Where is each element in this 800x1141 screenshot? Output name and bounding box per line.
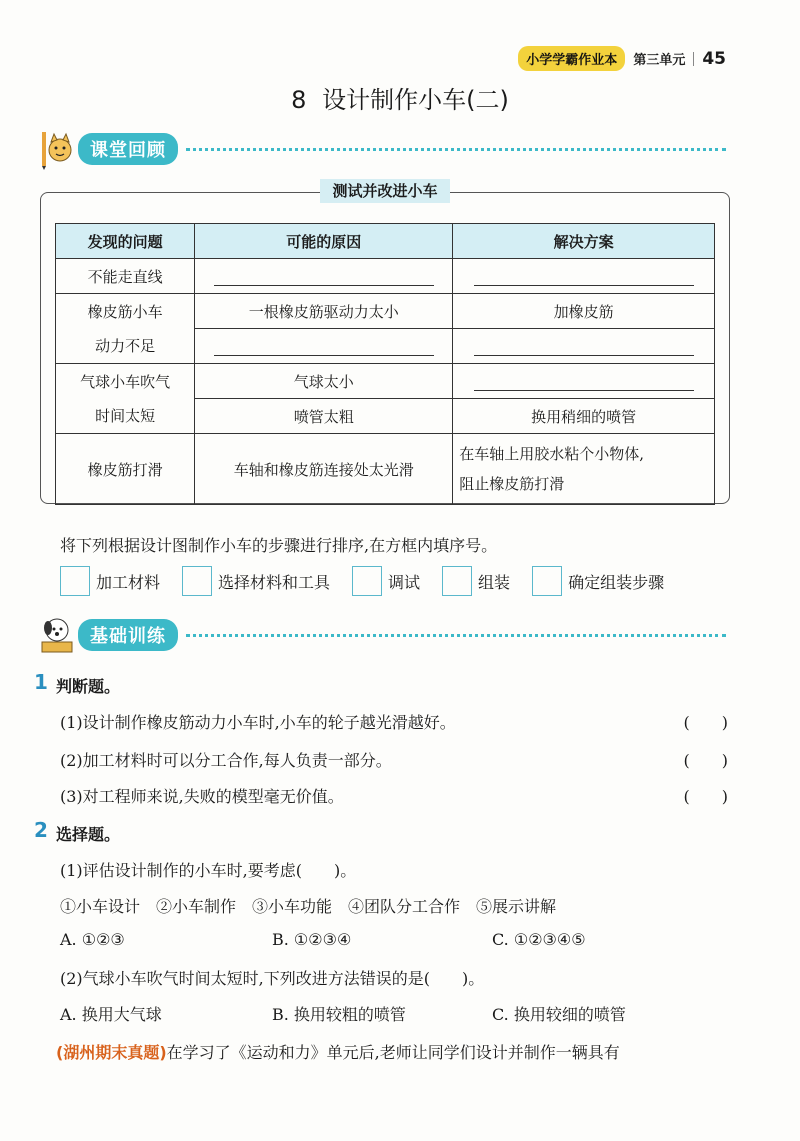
step-label: 选择材料和工具 [218, 572, 331, 592]
table-row [56, 259, 715, 294]
question-heading: 选择题。 [56, 825, 121, 844]
choice-stem: (2)气球小车吹气时间太短时,下列改进方法错误的是( )。 [60, 969, 485, 988]
judge-item: (3)对工程师来说,失败的模型毫无价值。 [60, 787, 344, 806]
table-header: 可能的原因 [195, 224, 453, 259]
table-row [56, 434, 715, 505]
dog-reading-icon [40, 614, 74, 656]
header-divider [693, 52, 694, 66]
step-answer-box[interactable] [532, 566, 562, 596]
choice-options-list: ①小车设计 ②小车制作 ③小车功能 ④团队分工合作 ⑤展示讲解 [60, 897, 557, 916]
unit-label: 第三单元 [633, 53, 686, 68]
step-label: 确定组装步骤 [568, 572, 665, 592]
table-cell: 在车轴上用胶水粘个小物体, 阻止橡皮筋打滑 [453, 434, 715, 505]
step-label: 调试 [388, 572, 421, 592]
table-cell: 橡皮筋打滑 [56, 434, 195, 505]
step-answer-box[interactable] [60, 566, 90, 596]
table-cell: 换用稍细的喷管 [453, 399, 715, 434]
table-cell: 喷管太粗 [195, 399, 453, 434]
dotted-rule [186, 148, 726, 151]
choice-option[interactable]: B. 换用较粗的喷管 [272, 1005, 406, 1024]
review-box [40, 182, 730, 504]
step-order-row [60, 566, 686, 596]
answer-blank[interactable] [453, 259, 715, 294]
cat-pencil-icon [40, 128, 74, 170]
review-table [55, 223, 715, 505]
answer-paren[interactable]: ( ) [683, 713, 728, 732]
section-basic-training [40, 614, 726, 656]
page-number: 45 [702, 48, 726, 69]
question-3-line [56, 1040, 620, 1063]
section-label: 课堂回顾 [78, 133, 178, 165]
question-text: 在学习了《运动和力》单元后,老师让同学们设计并制作一辆具有 [166, 1043, 620, 1062]
step-answer-box[interactable] [352, 566, 382, 596]
lesson-title: 设计制作小车(二) [322, 86, 509, 114]
question-number: 1 [34, 670, 48, 694]
judge-item: (2)加工材料时可以分工合作,每人负责一部分。 [60, 751, 392, 770]
table-cell: 一根橡皮筋驱动力太小 [195, 294, 453, 329]
answer-blank[interactable] [195, 329, 453, 364]
page-title [0, 80, 800, 115]
lesson-number: 8 [291, 86, 307, 114]
choice-option[interactable]: C. 换用较细的喷管 [492, 1005, 626, 1024]
table-cell: 加橡皮筋 [453, 294, 715, 329]
choice-stem: (1)评估设计制作的小车时,要考虑( )。 [60, 861, 357, 880]
answer-paren[interactable]: ( ) [683, 751, 728, 770]
review-caption: 测试并改进小车 [41, 180, 729, 201]
answer-paren[interactable]: ( ) [683, 787, 728, 806]
table-cell: 气球太小 [195, 364, 453, 399]
book-badge: 小学学霸作业本 [518, 46, 625, 71]
answer-blank[interactable] [195, 259, 453, 294]
table-cell: 气球小车吹气 时间太短 [56, 364, 195, 434]
judge-item: (1)设计制作橡皮筋动力小车时,小车的轮子越光滑越好。 [60, 713, 456, 732]
question-heading: 判断题。 [56, 677, 121, 696]
source-tag: (湖州期末真题) [56, 1043, 167, 1062]
choice-option[interactable]: A. 换用大气球 [60, 1005, 162, 1024]
table-cell: 不能走直线 [56, 259, 195, 294]
table-cell: 车轴和橡皮筋连接处太光滑 [195, 434, 453, 505]
step-answer-box[interactable] [182, 566, 212, 596]
table-row [56, 364, 715, 399]
page-header [518, 46, 726, 71]
answer-blank[interactable] [453, 364, 715, 399]
choice-option[interactable]: A. ①②③ [60, 930, 125, 949]
step-label: 加工材料 [96, 572, 161, 592]
step-answer-box[interactable] [442, 566, 472, 596]
table-cell: 橡皮筋小车 动力不足 [56, 294, 195, 364]
answer-blank[interactable] [453, 329, 715, 364]
instruction-text: 将下列根据设计图制作小车的步骤进行排序,在方框内填序号。 [60, 536, 498, 555]
dotted-rule [186, 634, 726, 637]
table-row [56, 294, 715, 329]
table-header: 解决方案 [453, 224, 715, 259]
table-header: 发现的问题 [56, 224, 195, 259]
step-label: 组装 [478, 572, 511, 592]
section-classroom-review [40, 128, 726, 170]
choice-option[interactable]: B. ①②③④ [272, 930, 352, 949]
section-label: 基础训练 [78, 619, 178, 651]
choice-option[interactable]: C. ①②③④⑤ [492, 930, 586, 949]
question-number: 2 [34, 818, 48, 842]
